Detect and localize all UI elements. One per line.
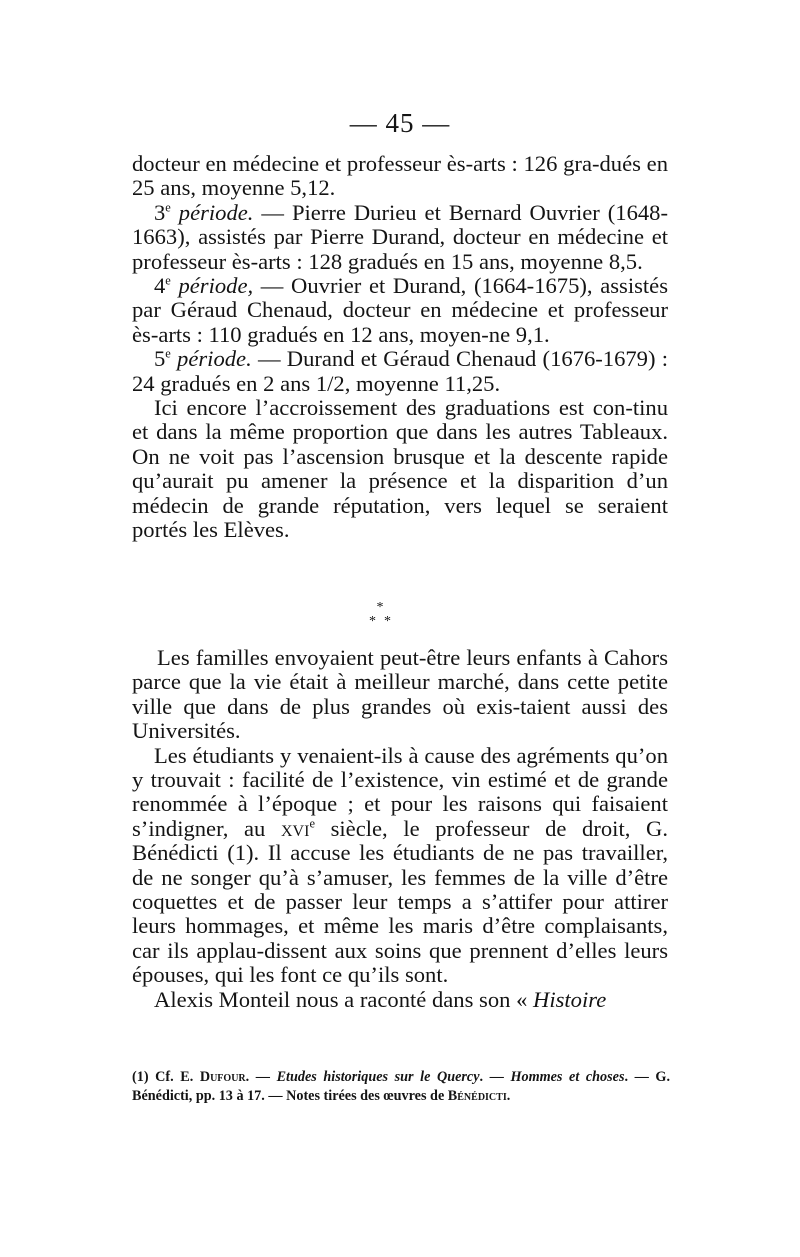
footnote-author: Dufour [199,1069,246,1085]
period-4-ordinal-suffix: e [165,273,171,288]
footnote-dash-1: . — [245,1069,277,1085]
period-3-ordinal: 3 [154,199,166,225]
footnote-rest: . — G. Bénédicti, pp. 13 à 17. — Notes tirées des œuvres de [132,1069,670,1104]
period-4-text: — Ouvrier et Durand, (1664-1675), assistés par Géraud Chenaud, docteur en médecine et professeur ès-arts : 110 gradués en 12 ans, moyen-ne 9,1. [132,273,668,347]
period-5-label: période. [177,346,252,372]
paragraph-period-5 [132,347,668,396]
asterism-top: * [376,600,384,615]
footnote [132,1068,670,1105]
asterism-bottom: ** [369,614,399,629]
period-5-text: — Durand et Géraud Chenaud (1676-1679) : 24 gradués en 2 ans 1/2, moyenne 11,25. [132,346,668,396]
footnote-number: (1) [132,1069,149,1085]
footnote-name: Bénédicti [447,1087,507,1104]
century-numeral: xvi [281,815,310,841]
asterism-divider [340,601,420,641]
footnote-end: . [506,1087,511,1104]
footnote-title-2: Hommes et choses [510,1069,625,1085]
paragraph-monteil [132,988,668,1012]
period-5-ordinal: 5 [154,346,166,372]
century-suffix: e [309,816,315,831]
footnote-title-1: Etudes historiques sur le Quercy [276,1069,480,1085]
paragraph-graduations: Ici encore l’accroissement des graduations est con-tinu et dans la même proportion que dans les autres Tableaux. On ne voit pas l’ascension brusque et la descente rapide qu’aurait pu amener la présence et la disparition d’un médecin de grande réputation, vers lequel se seraient portés les Elèves. [132,395,668,543]
monteil-text: Alexis Monteil nous a raconté dans son « [154,986,534,1012]
main-text-block-2 [132,646,668,1012]
paragraph-continuation: docteur en médecine et professeur ès-arts : 126 gra-dués en 25 ans, moyenne 5,12. [132,151,668,201]
period-3-label: période. [178,199,254,225]
page-number: — 45 — [349,108,451,138]
paragraph-period-4 [132,274,668,347]
period-3-ordinal-suffix: e [165,200,171,215]
footnote-cf: Cf. E. [148,1069,200,1085]
footnote-dash-2: . — [479,1069,511,1085]
paragraph-period-3 [132,201,668,274]
main-text-block-1 [132,152,668,543]
period-5-ordinal-suffix: e [165,346,171,361]
period-4-label: période, [178,273,254,299]
period-3-text: — Pierre Durieu et Bernard Ouvrier (1648-1663), assistés par Pierre Durand, docteur en médecine et professeur ès-arts : 128 gradués en 15 ans, moyenne 8,5. [132,199,668,274]
paragraph-students [132,744,668,988]
paragraph-families: Les familles envoyaient peut-être leurs enfants à Cahors parce que la vie était à meilleur marché, dans cette petite ville que dans de plus grandes où exis-taient aussi des Universités. [132,645,668,744]
monteil-title: Histoire [533,986,607,1012]
students-text-a: Les étudiants y venaient-ils à cause des agréments qu’on y trouvait : facilité de l’existence, vin estimé et de grande renommée à l’époque ; et pour les raisons qui faisaient s’indigner, au [132,742,668,841]
students-text-b: siècle, le professeur de droit, G. Bénédicti (1). Il accuse les étudiants de ne pas travailler, de ne songer qu’à s’amuser, les femmes de la ville d’être coquettes et de passer leur temps a s’attifer pour attirer leurs hommages, et même les maris d’être complaisants, car ils applau-dissent aux soins que prennent d’elles leurs épouses, qui les font ce qu’ils sont. [132,815,668,988]
period-4-ordinal: 4 [154,273,166,299]
